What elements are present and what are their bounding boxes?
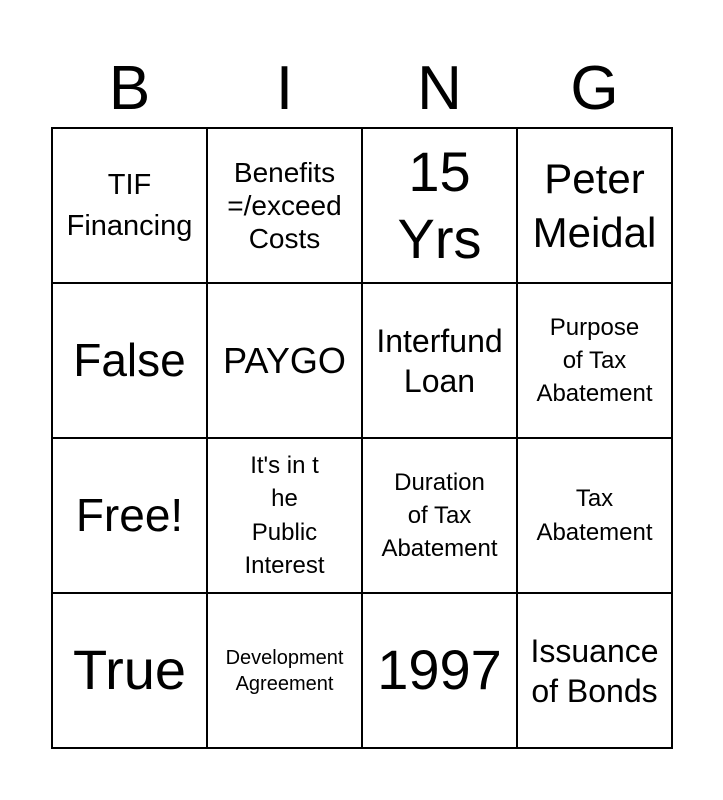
cell-text: Tax Abatement: [536, 485, 653, 546]
bingo-cell-r2-c4[interactable]: [518, 284, 673, 439]
bingo-cell-r4-c3[interactable]: [363, 594, 518, 749]
cell-text: TIF Financing: [66, 168, 193, 242]
bingo-cell-r1-c2[interactable]: [208, 129, 363, 284]
cell-text: Development Agreement: [225, 646, 344, 695]
header-letter-b: B: [108, 54, 151, 123]
cell-text: 1997: [377, 638, 502, 702]
bingo-cell-r3-c1[interactable]: [53, 439, 208, 594]
cell-text: Issuance of Bonds: [530, 632, 659, 709]
bingo-cell-r3-c4[interactable]: [518, 439, 673, 594]
header-letter-n: N: [417, 54, 462, 123]
bingo-cell-r1-c3[interactable]: [363, 129, 518, 284]
bingo-board: [51, 127, 673, 749]
cell-text: Benefits =/exceed Costs: [227, 156, 342, 255]
header-letter-g: G: [570, 54, 619, 123]
cell-text: Peter Meidal: [532, 154, 657, 256]
bingo-header: [52, 50, 672, 128]
free-space-text: Free!: [75, 489, 184, 542]
cell-text: Duration of Tax Abatement: [381, 468, 498, 563]
bingo-cell-r1-c4[interactable]: [518, 129, 673, 284]
cell-text: Purpose of Tax Abatement: [536, 313, 653, 408]
bingo-cell-r2-c1[interactable]: [53, 284, 208, 439]
cell-text: Interfund Loan: [376, 322, 503, 399]
cell-text: 15 Yrs: [397, 140, 482, 270]
bingo-cell-r2-c3[interactable]: [363, 284, 518, 439]
cell-text: PAYGO: [223, 339, 346, 381]
bingo-cell-r4-c4[interactable]: [518, 594, 673, 749]
bingo-cell-r1-c1[interactable]: [53, 129, 208, 284]
bingo-cell-r4-c1[interactable]: [53, 594, 208, 749]
cell-text: It's in t he Public Interest: [244, 452, 325, 579]
cell-text: False: [73, 334, 186, 387]
bingo-cell-r2-c2[interactable]: [208, 284, 363, 439]
bingo-cell-r3-c2[interactable]: [208, 439, 363, 594]
header-letter-i: I: [275, 54, 294, 123]
cell-text: True: [72, 638, 187, 702]
bingo-cell-r4-c2[interactable]: [208, 594, 363, 749]
bingo-cell-r3-c3[interactable]: [363, 439, 518, 594]
